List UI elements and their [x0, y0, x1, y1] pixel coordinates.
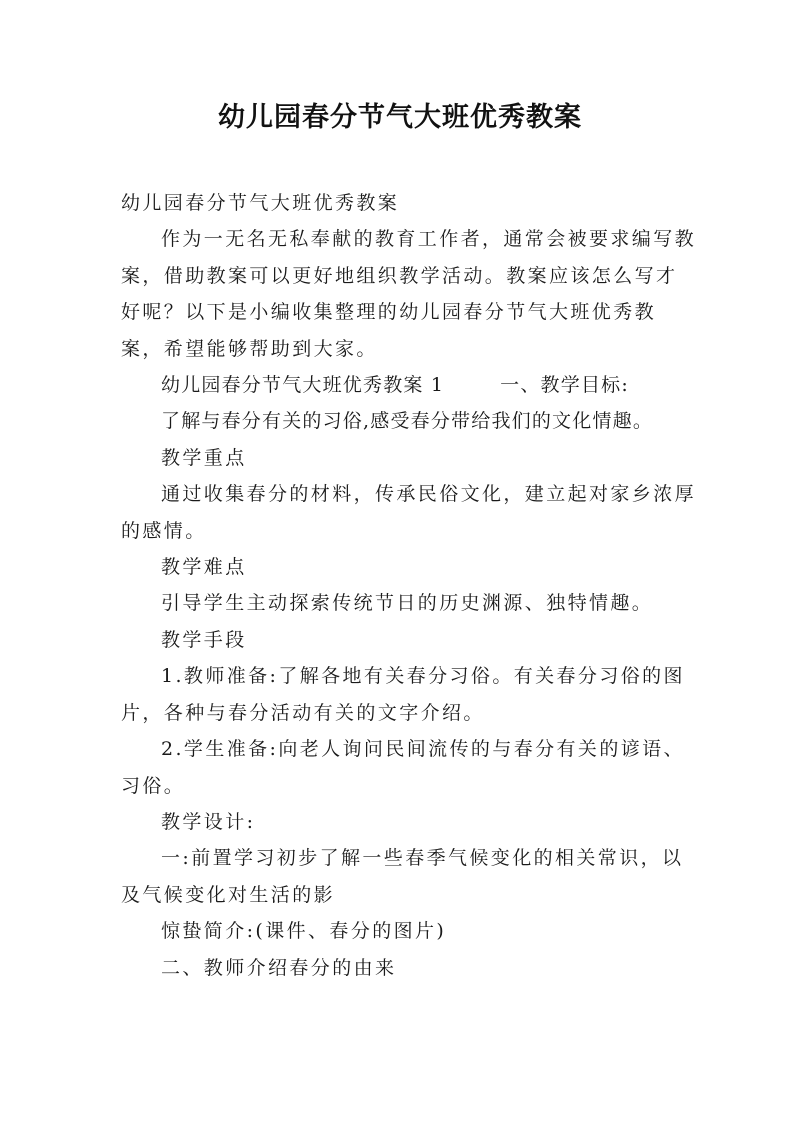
paragraph-origin: 二、教师介绍春分的由来 — [161, 956, 397, 979]
paragraph-intro: 作为一无名无私奉献的教育工作者，通常会被要求编写教案，借助教案可以更好地组织教学活动。教案应该怎么写才好呢？以下是小编收集整理的幼儿园春分节气大班优秀教案，希望能够帮助到大家。 — [121, 228, 697, 360]
paragraph-subtitle: 幼儿园春分节气大班优秀教案 — [121, 192, 400, 214]
heading-design: 教学设计: — [161, 810, 256, 833]
heading-methods: 教学手段 — [161, 628, 247, 651]
paragraph-lesson-heading — [121, 367, 696, 403]
paragraph-difficulties: 引导学生主动探索传统节日的历史渊源、独特情趣。 — [161, 592, 654, 615]
paragraph-student-prep: 2.学生准备:向老人询问民间流传的与春分有关的谚语、习俗。 — [121, 738, 685, 797]
lesson-title: 幼儿园春分节气大班优秀教案 1 — [161, 374, 445, 397]
paragraph-intro-courseware: 惊蛰简介:(课件、春分的图片) — [161, 920, 447, 943]
paragraph-pre-study: 一:前置学习初步了解一些春季气候变化的相关常识，以及气候变化对生活的影 — [121, 847, 684, 906]
document-body — [121, 185, 696, 986]
section-teaching-goals: 一、教学目标: — [500, 374, 629, 397]
heading-difficulties: 教学难点 — [161, 556, 247, 579]
paragraph-goal: 了解与春分有关的习俗,感受春分带给我们的文化情趣。 — [161, 410, 654, 433]
paragraph-key-points: 通过收集春分的材料，传承民俗文化，建立起对家乡浓厚的感情。 — [121, 483, 697, 542]
paragraph-teacher-prep: 1.教师准备:了解各地有关春分习俗。有关春分习俗的图片，各种与春分活动有关的文字介绍。 — [121, 665, 685, 724]
heading-key-points: 教学重点 — [161, 446, 247, 469]
document-title: 幼儿园春分节气大班优秀教案 — [218, 102, 582, 133]
